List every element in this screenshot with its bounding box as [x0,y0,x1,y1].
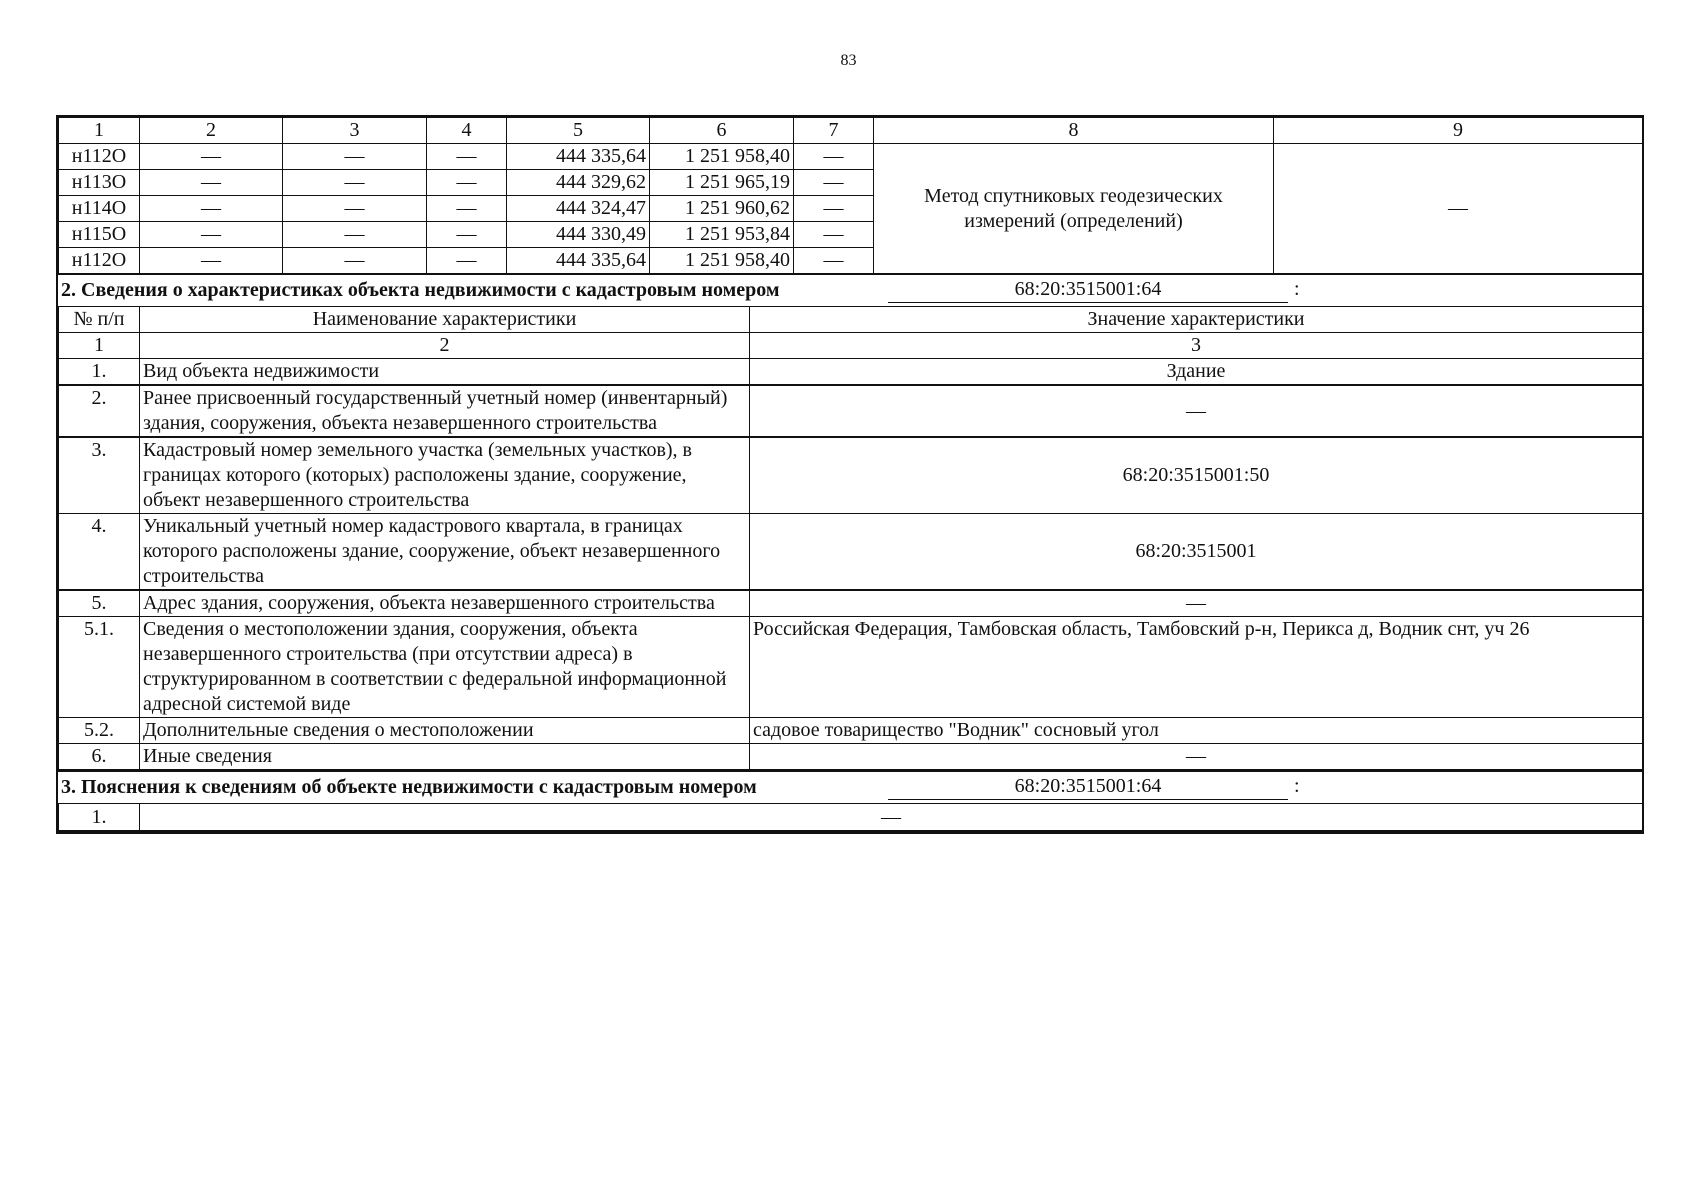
characteristic-value: — [750,744,1643,770]
coordinate-y: 1 251 965,19 [650,170,794,196]
header-cell: 2 [140,118,283,144]
characteristic-value: Здание [750,359,1643,386]
section2-cadastral-number: 68:20:3515001:64 [888,276,1288,303]
characteristic-name: Дополнительные сведения о местоположении [140,718,750,744]
point-name: н112О [59,248,140,274]
notes-table [58,803,1643,831]
table-cell: — [140,170,283,196]
row-number: 5. [59,590,140,617]
table-cell: — [427,248,507,274]
section3-cadastral-number: 68:20:3515001:64 [888,773,1288,800]
section3-colon: : [1294,775,1300,797]
coordinate-y: 1 251 958,40 [650,248,794,274]
table-cell: — [283,144,427,170]
column-number: 1 [59,333,140,359]
header-cell: 4 [427,118,507,144]
point-name: н114О [59,196,140,222]
table-cell: — [140,144,283,170]
table-row [59,617,1643,718]
header-cell: 6 [650,118,794,144]
row-number: 5.1. [59,617,140,718]
header-cell: 8 [874,118,1274,144]
table-row [59,744,1643,770]
coordinate-x: 444 335,64 [507,248,650,274]
col9-cell: — [1274,144,1643,274]
row-number: 3. [59,437,140,514]
coordinate-y: 1 251 958,40 [650,144,794,170]
characteristic-value: — [750,590,1643,617]
table-cell: — [283,248,427,274]
table-row [59,590,1643,617]
column-number-row [59,333,1643,359]
row-number: 2. [59,385,140,437]
table-cell: — [283,222,427,248]
characteristic-value: 68:20:3515001:50 [750,437,1643,514]
table-cell: — [140,248,283,274]
coordinate-x: 444 335,64 [507,144,650,170]
table-cell: — [140,222,283,248]
header-cell: № п/п [59,307,140,333]
row-number: 1. [59,804,140,831]
coordinate-x: 444 324,47 [507,196,650,222]
row-number: 5.2. [59,718,140,744]
document-sheet [56,115,1644,834]
table-cell: — [794,248,874,274]
column-number: 2 [140,333,750,359]
table-cell: — [427,170,507,196]
characteristics-table [58,306,1643,770]
section2-title: 2. Сведения о характеристиках объекта недвижимости с кадастровым номером [61,279,780,301]
table-cell: — [794,144,874,170]
point-name: н113О [59,170,140,196]
table-row [59,385,1643,437]
header-cell: Значение характеристики [750,307,1643,333]
table-row [59,359,1643,386]
table-cell: — [794,196,874,222]
characteristic-name: Сведения о местоположении здания, сооружения, объекта незавершенного строительства (при отсутствии адреса) в структурированном в соответствии с федеральной информационной адресной системой виде [140,617,750,718]
point-name: н112О [59,144,140,170]
characteristic-value: — [750,385,1643,437]
header-cell: 7 [794,118,874,144]
table-row [59,437,1643,514]
table-cell: — [794,170,874,196]
row-number: 1. [59,359,140,386]
header-cell: 3 [283,118,427,144]
coordinate-x: 444 329,62 [507,170,650,196]
characteristic-name: Вид объекта недвижимости [140,359,750,386]
table-row [59,144,1643,170]
table-cell: — [283,196,427,222]
coordinates-header-row [59,118,1643,144]
section2-colon: : [1294,278,1300,300]
header-cell: 1 [59,118,140,144]
row-number: 4. [59,514,140,591]
header-cell: Наименование характеристики [140,307,750,333]
point-name: н115О [59,222,140,248]
page-number: 83 [840,52,857,69]
characteristic-name: Адрес здания, сооружения, объекта незавершенного строительства [140,590,750,617]
coordinate-x: 444 330,49 [507,222,650,248]
coordinates-table [58,117,1643,274]
characteristic-name: Уникальный учетный номер кадастрового квартала, в границах которого расположены здание, сооружение, объект незавершенного строительства [140,514,750,591]
section2-title-row [58,274,1642,306]
table-cell: — [140,196,283,222]
section3-title: 3. Пояснения к сведениям об объекте недвижимости с кадастровым номером [61,776,757,798]
coordinate-y: 1 251 953,84 [650,222,794,248]
characteristic-name: Ранее присвоенный государственный учетный номер (инвентарный) здания, сооружения, объекта незавершенного строительства [140,385,750,437]
table-cell: — [427,222,507,248]
row-number: 6. [59,744,140,770]
column-number: 3 [750,333,1643,359]
characteristic-value: 68:20:3515001 [750,514,1643,591]
characteristics-header-row [59,307,1643,333]
table-cell: — [794,222,874,248]
table-cell: — [283,170,427,196]
method-cell: Метод спутниковых геодезических измерений (определений) [874,144,1274,274]
table-row [59,718,1643,744]
table-row [59,514,1643,591]
table-row [59,804,1643,831]
table-cell: — [427,144,507,170]
characteristic-name: Кадастровый номер земельного участка (земельных участков), в границах которого (которых) расположены здание, сооружение, объект незавершенного строительства [140,437,750,514]
section3-title-row [58,770,1642,803]
header-cell: 5 [507,118,650,144]
table-cell: — [427,196,507,222]
coordinate-y: 1 251 960,62 [650,196,794,222]
characteristic-value: садовое товарищество "Водник" сосновый угол [750,718,1643,744]
characteristic-name: Иные сведения [140,744,750,770]
header-cell: 9 [1274,118,1643,144]
characteristic-value: Российская Федерация, Тамбовская область, Тамбовский р-н, Перикса д, Водник снт, уч 26 [750,617,1643,718]
note-text: — [140,804,1643,831]
